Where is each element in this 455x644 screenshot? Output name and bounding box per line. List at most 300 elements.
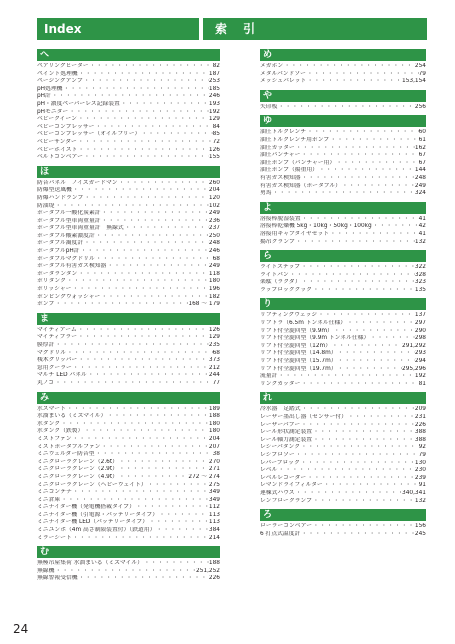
entry-page: 60 [418,129,426,136]
dot-leader [54,301,188,309]
entry-term: ポータブル型車両重量計 [37,217,101,224]
dot-leader [77,139,213,147]
entry-term: リフト付全旋回型（19.7m） [260,365,337,372]
entry-page: 272 ～ 274 [188,473,220,480]
entry-term: ミストファン [37,435,72,442]
entry-term: 膜厚計 [37,342,55,348]
index-entry [37,474,220,482]
index-entry [260,279,426,287]
dot-leader [100,294,209,302]
index-entry [260,467,426,475]
entry-term: 防油堤 [37,202,55,209]
entry-page: 384 [208,527,220,534]
index-entry [260,272,426,280]
entry-term: ポリタンク [37,278,66,285]
entry-term: 冷水器 足踏式 [260,406,301,413]
dot-leader [277,104,415,112]
dot-leader [77,116,209,124]
dot-leader [301,175,415,183]
entry-term: pH・濃度ペーパーレス記録装置 [37,100,120,107]
index-entry [260,320,426,328]
dot-leader [301,406,415,414]
index-entry [37,71,220,79]
index-entry [37,436,220,444]
section-heading: れ [260,392,426,404]
dot-leader [346,320,415,328]
dot-leader [72,436,209,444]
entry-page: 291,292 [402,342,426,349]
entry-term: マグドリル [37,349,66,356]
index-entry [260,335,426,343]
dot-leader [369,335,415,343]
entry-page: 129 [208,334,220,341]
entry-term: レーザーバブー [260,421,301,428]
entry-page: 132 [414,238,426,245]
dot-leader [62,86,208,94]
index-entry [37,195,220,203]
index-entry [37,357,220,365]
entry-page: 193 [208,100,220,107]
index-entry [260,482,426,490]
index-section [37,313,220,388]
dot-leader [295,145,415,153]
entry-term: ベビーホイスト [37,146,78,153]
dot-leader [66,278,209,286]
dot-leader [300,531,415,539]
entry-term: 窓用クーラー [37,364,72,371]
entry-term: ポータランタン [37,270,78,277]
dot-leader [300,422,415,430]
entry-page: 249 [414,182,426,189]
dot-leader [306,78,402,86]
entry-page: 349 [208,496,220,503]
dot-leader [54,342,209,350]
entry-term: リフト付全旋回型（12m） [260,342,331,349]
entry-page: 322 [414,264,426,271]
index-entry [260,71,426,79]
entry-page: 226 [208,575,220,582]
entry-page: 248 [414,174,426,181]
section-heading: ら [260,250,426,262]
index-entry [37,63,220,71]
dot-leader [77,327,209,335]
entry-page: 188 [208,413,220,420]
index-entry [37,225,220,233]
index-entry [37,497,220,505]
entry-term: レシプロソー [260,451,295,458]
entry-term: 無線機 [37,567,55,574]
dot-leader [301,216,419,224]
entry-page: 81 [418,380,426,387]
index-entry [260,328,426,336]
dot-leader [329,231,419,239]
index-entry [37,154,220,162]
entry-term: ローラーコンベアー [260,523,312,530]
entry-page: 275 [208,481,220,488]
entry-term: レシーバタンク [260,444,301,451]
entry-page: 126 [208,326,220,333]
dot-leader [317,312,415,320]
entry-term: 油圧カッター [260,144,295,151]
entry-term: ベビーコンプレッサー [37,123,95,130]
index-entry [260,160,426,168]
index-entry [37,286,220,294]
entry-page: 246 [208,93,220,100]
entry-page: 118 [208,270,220,277]
dot-leader [277,467,415,475]
entry-page: 192 [208,108,220,115]
index-entry [37,466,220,474]
entry-term: ポンプ [37,301,55,308]
entry-page: 246 [208,248,220,255]
index-entry [37,568,220,576]
dot-leader [306,71,419,79]
dot-leader [101,218,209,226]
dot-leader [51,93,209,101]
entry-term: ポータブル一酸化炭素計 [37,210,101,217]
entry-page: 235 [208,342,220,348]
page-number: 24 [13,622,29,636]
dot-leader [295,239,415,247]
dot-leader [54,568,196,576]
entry-term: 水スマート [37,405,66,412]
entry-page: 135 [414,286,426,293]
dot-leader [101,210,209,218]
index-entry [260,406,426,414]
index-entry [37,459,220,467]
entry-page: 79 [418,451,426,458]
dot-leader [283,63,415,71]
index-section [260,202,426,246]
dot-leader [106,263,209,271]
index-entry [37,365,220,373]
index-entry [37,482,220,490]
index-entry [37,139,220,147]
dot-leader [333,328,415,336]
index-entry [37,86,220,94]
index-entry [260,145,426,153]
entry-page: 239 [414,474,426,481]
entry-page: 187 [208,70,220,77]
entry-term: 防音パネル ノイズガードマン [37,179,118,186]
index-entry [37,512,220,520]
entry-term: ミニクローラクレーン（ヘビーウェイト） [37,481,147,488]
entry-page: 130 [414,459,426,466]
dot-leader [329,137,418,145]
dot-leader [72,535,209,543]
entry-page: 129 [208,116,220,123]
entry-page: 67 [418,159,426,166]
entry-page: 156 [414,523,426,530]
entry-term: pH処理機 [37,85,63,92]
index-section [260,298,426,388]
index-entry [37,327,220,335]
entry-page: 251,252 [196,567,220,574]
entry-term: ページングアンプ [37,78,83,85]
entry-term: マイティブラー [37,334,77,341]
index-entry [260,216,426,224]
dot-leader [77,271,209,279]
entry-term: ポータブルマグドリル [37,255,95,262]
entry-term: ベルトコンベアー [37,154,83,161]
entry-page: 180 [208,278,220,285]
entry-page: 254 [414,63,426,69]
entry-page: 68 [212,255,220,262]
entry-term: ライトステップ [260,264,301,271]
dot-leader [341,183,415,191]
dot-leader [318,167,415,175]
dot-leader [54,380,213,388]
entry-page: 155 [208,154,220,161]
entry-page: 112 [208,504,220,511]
entry-term: 流量計 [260,373,278,380]
entry-term: ミニユンボ（4m 高さ制限装置付）（鉄道用） [37,527,156,534]
entry-page: 132 [414,497,426,504]
entry-page: 260 [208,179,220,186]
entry-term: リフト付全旋回型（14.8m） [260,350,337,357]
entry-page: 188 [208,560,220,567]
entry-page: 162 [414,144,426,151]
entry-term: ミニクローラクレーン（4.9t） [37,473,118,480]
index-entry [260,175,426,183]
entry-term: 有害ガス検知器 [260,174,301,181]
dot-leader [60,421,209,429]
dot-leader [312,498,415,506]
entry-term: レマンドライフィルター [260,482,323,489]
entry-page: 256 [414,103,426,110]
index-section [37,546,220,583]
dot-leader [301,279,415,287]
dot-leader [140,131,212,139]
entry-term: 防爆ハンドランプ [37,194,84,201]
index-header [37,18,427,40]
index-entry [260,312,426,320]
entry-term: ポータブル有害ガス検知器 [37,263,107,270]
entry-page: 189 [208,405,220,412]
entry-page: 102 [208,202,220,209]
dot-leader [289,272,415,280]
dot-leader [83,154,209,162]
entry-page: 249 [208,263,220,270]
index-entry [260,137,426,145]
entry-term: 油圧パンチャー [260,152,301,159]
index-entry [37,527,220,535]
entry-page: 77 [212,379,220,386]
index-entry [260,475,426,483]
entry-page: 250 [208,232,220,239]
entry-page: 196 [208,286,220,293]
entry-page: 214 [208,534,220,541]
index-section [260,115,426,197]
entry-page: 120 [208,194,220,201]
index-entry [37,147,220,155]
entry-term: メタルバンドソー [260,70,306,77]
index-entry [37,342,220,350]
index-entry [37,240,220,248]
dot-leader [118,474,188,482]
entry-term: レベルレコーダー [260,474,307,481]
entry-term: ラップロッククック [260,286,312,293]
dot-leader [312,287,415,295]
entry-page: 270 [208,458,220,465]
entry-term: ライトバン [260,271,289,278]
entry-term: ミニ倉庫 [37,496,61,503]
dot-leader [300,444,419,452]
entry-term: 油圧ポンプ（パンチャー用） [260,159,336,166]
section-heading: よ [260,202,426,214]
index-entry [37,180,220,188]
index-entry [37,413,220,421]
index-entry [37,116,220,124]
entry-term: ミニナイター機 LED（バッテリータイプ） [37,519,149,526]
section-heading: ろ [260,509,426,521]
index-entry [260,429,426,437]
dot-leader [83,240,209,248]
index-column-right [260,49,426,542]
entry-page: 293 [414,350,426,357]
dot-leader [66,350,213,358]
entry-page: 91 [418,482,426,489]
entry-term: ベビーサンダー [37,138,77,145]
entry-term: 防爆型送風機 [37,187,72,194]
index-entry [260,264,426,272]
entry-term: 揚吊クランプ [260,238,295,245]
dot-leader [135,504,209,512]
index-entry [260,152,426,160]
section-heading: や [260,90,426,102]
index-entry [260,78,426,86]
entry-page: 84 [212,123,220,130]
section-heading: ほ [37,166,220,178]
index-entry [37,93,220,101]
dot-leader [72,365,209,373]
entry-page: 204 [208,435,220,442]
entry-term: レバーブロック [260,459,300,466]
entry-page: 230 [414,467,426,474]
index-entry [37,78,220,86]
index-entry [37,218,220,226]
entry-term: 有害ガス検知器（ポータブル） [260,182,341,189]
dot-leader [60,497,209,505]
entry-term: リフト付全旋回型（15.7m） [260,358,337,365]
dot-leader [306,129,418,137]
entry-term: 勇馬 [260,190,272,197]
entry-page: 144 [414,167,426,174]
index-entry [260,531,426,539]
index-entry [260,287,426,295]
index-entry [260,350,426,358]
dot-leader [95,233,209,241]
index-entry [37,428,220,436]
index-entry [260,104,426,112]
index-entry [37,535,220,543]
entry-page: 237 [208,225,220,232]
section-heading: ゆ [260,115,426,127]
entry-page: 185 [208,85,220,92]
index-entry [260,523,426,531]
index-title-jp: 索 引 [203,18,427,40]
entry-page: 113 [208,511,220,518]
index-section [260,509,426,538]
dot-leader [95,256,213,264]
dot-leader [66,406,209,414]
entry-term: pHモニター [37,108,69,115]
entry-term: ポータブル型車両重量計 無線式 [37,225,124,232]
entry-page: 245 [414,530,426,537]
dot-leader [124,225,209,233]
index-section [260,90,426,112]
index-section [260,392,426,505]
dot-leader [83,428,209,436]
index-entry [37,256,220,264]
entry-term: 無極吊屋集荷 水溜まいる（ミズマイル） [37,560,143,567]
entry-page: 209 [414,406,426,413]
dot-leader [300,381,418,389]
index-entry [260,183,426,191]
entry-term: ミニナイター機（発電機搭載タイプ） [37,504,135,511]
dot-leader [120,101,209,109]
entry-term: ポータブル濁度計 [37,240,84,247]
entry-term: ポリッシャー [37,286,72,293]
index-entry [37,233,220,241]
entry-page: 85 [212,131,220,138]
entry-page: 244 [208,372,220,379]
entry-term: ベビークイーン [37,116,77,123]
entry-term: ミニコンテナ [37,489,72,496]
index-entry [260,437,426,445]
entry-page: 72 [212,138,220,145]
dot-leader [347,414,415,422]
entry-page: 92 [418,444,426,451]
index-entry [260,129,426,137]
entry-page: 253 [208,78,220,85]
entry-term: 水溜まいる（ミズマイル） [37,413,107,420]
entry-term: レベル [260,467,278,474]
entry-page: 126 [208,146,220,153]
entry-term: 無線警報受信機 [37,575,78,582]
dot-leader [83,78,209,86]
dot-leader [71,286,208,294]
dot-leader [337,358,415,366]
entry-term: 油圧ポンプ（揚重用） [260,167,318,174]
index-entry [37,124,220,132]
dot-leader [106,413,209,421]
entry-term: メッシュパレット [260,78,307,85]
entry-page: 153,154 [402,78,426,85]
entry-term: ミニクローラクレーン（2.9t） [37,466,118,473]
entry-page: 168 ～ 179 [188,301,220,308]
index-entry [37,489,220,497]
entry-page: 324 [414,190,426,197]
index-entry [37,421,220,429]
dot-leader [331,343,402,351]
entry-term: レンフロークランプ [260,497,313,504]
dot-leader [77,357,209,365]
entry-term: ミニウェルダー防音型 [37,451,95,458]
index-entry [260,498,426,506]
entry-page: 212 [208,364,220,371]
index-entry [37,294,220,302]
index-section [260,49,426,86]
entry-page: 323 [414,279,426,286]
dot-leader [72,489,209,497]
entry-page: 340,341 [402,489,426,496]
index-entry [260,460,426,468]
index-entry [260,444,426,452]
index-title-en: Index [37,18,199,40]
index-entry [260,452,426,460]
index-entry [260,366,426,374]
